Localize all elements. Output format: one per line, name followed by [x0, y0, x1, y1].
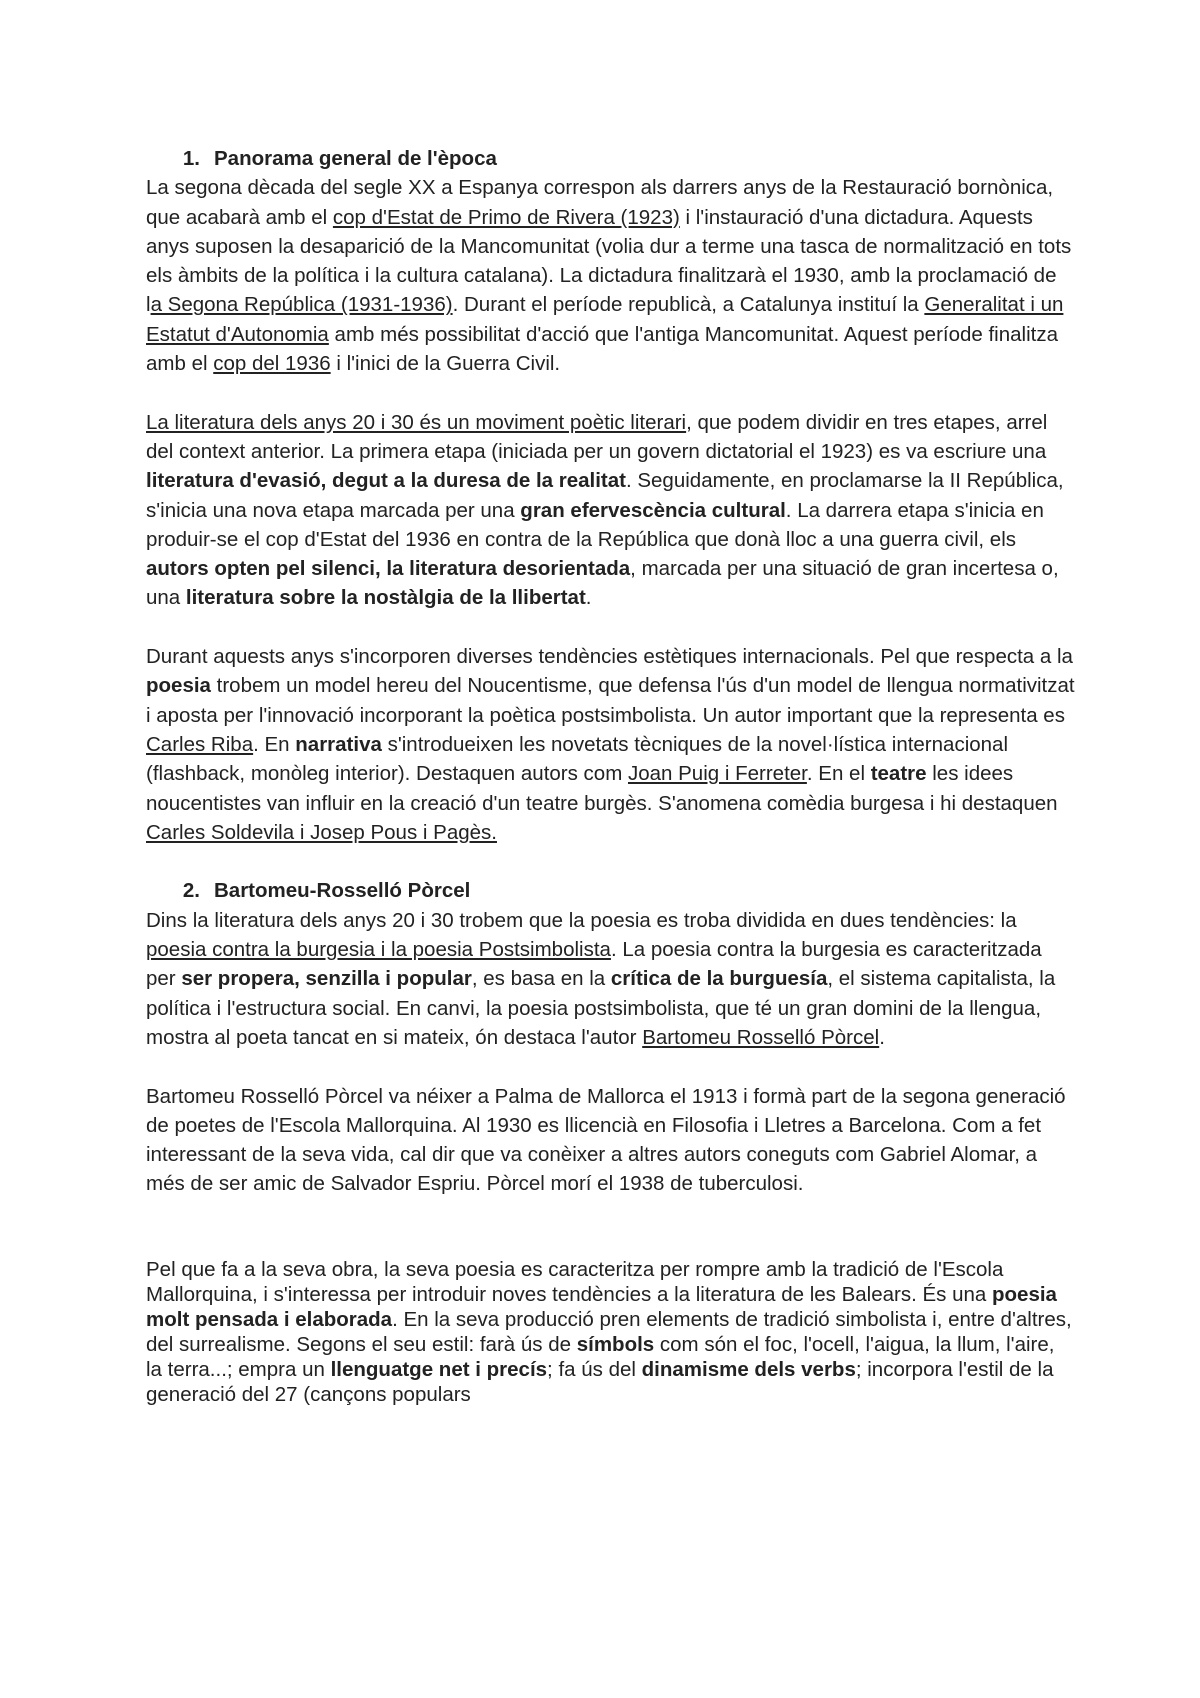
- bold-text: poesia molt pensada i elaborada: [146, 1282, 1057, 1331]
- underlined-text: Bartomeu Rosselló Pòrcel: [642, 1025, 880, 1049]
- text-run: ; incorpora l'estil de la generació del 27 (cançons populars: [146, 1357, 1054, 1406]
- text-run: La segona dècada del segle XX a Espanya correspon als darrers anys de la Restauració bornònica, que acabarà amb el: [146, 176, 1054, 229]
- text-run: les idees noucentistes van influir en la creació d'un teatre burgès. S'anomena comèdia burgesa i hi destaquen: [146, 762, 1058, 815]
- underlined-text: Carles Riba: [146, 732, 254, 756]
- text-run: ; fa ús del: [547, 1357, 642, 1381]
- underlined-text: La literatura dels anys 20 i 30 és un moviment poètic literari: [146, 410, 687, 434]
- section-title: Bartomeu-Rosselló Pòrcel: [214, 879, 471, 903]
- text-run: .: [585, 586, 592, 610]
- text-run: .: [879, 1025, 885, 1049]
- section-heading-1: [146, 144, 1076, 173]
- bold-text: autors opten pel silenci, la literatura desorientada: [146, 557, 631, 581]
- text-run: . En: [253, 732, 296, 756]
- underlined-text: cop del 1936: [213, 352, 331, 376]
- text-run: , que podem dividir en tres etapes, arrel del context anterior. La primera etapa (iniciada per un govern dictatorial el 1923) es va escriure una: [146, 410, 1048, 463]
- section-number: 2.: [182, 879, 200, 903]
- text-run: , el sistema capitalista, la política i l'estructura social. En canvi, la poesia postsimbolista, que té un gran domini de la llengua, mostra al poeta tancat en si mateix, ón destaca l'autor: [146, 967, 1056, 1049]
- paragraph: [146, 642, 1076, 847]
- text-run: i l'instauració d'una dictadura. Aquests anys suposen la desaparició de la Mancomunitat (volia dur a terme una tasca de normalització en tots els àmbits de la política i la cultura catalana). La dictadura finalitzarà el 1930, amb la proclamació de l: [146, 205, 1072, 317]
- text-run: amb més possibilitat d'acció que l'antiga Mancomunitat. Aquest període finalitza amb el: [146, 322, 1058, 376]
- text-run: . Durant el període republicà, a Catalunya instituí la: [452, 293, 925, 317]
- bold-text: crítica de la burguesía: [610, 967, 828, 991]
- paragraph: [146, 1082, 1076, 1199]
- text-run: , es basa en la: [471, 967, 611, 991]
- bold-text: gran efervescència cultural: [520, 498, 786, 522]
- text-run: Pel que fa a la seva obra, la seva poesia es caracteritza per rompre amb la tradició de l'Escola Mallorquina, i s'interessa per introduir noves tendències a la literatura de les Balears. És una: [146, 1257, 1004, 1306]
- text-run: Durant aquests anys s'incorporen diverses tendències estètiques internacionals. Pel que respecta a la: [146, 645, 1073, 669]
- text-run: i l'inici de la Guerra Civil.: [330, 352, 561, 376]
- text-run: . Seguidamente, en proclamarse la II República, s'inicia una nova etapa marcada per una: [146, 469, 1064, 522]
- paragraph: [146, 1257, 1076, 1407]
- bold-text: símbols: [576, 1332, 655, 1356]
- bold-text: narrativa: [295, 732, 382, 756]
- text-run: trobem un model hereu del Noucentisme, que defensa l'ús d'un model de llengua normativitzat i aposta per l'innovació incorporant la poètica postsimbolista. Un autor important que la representa es: [146, 674, 1075, 727]
- underlined-text: poesia contra la burgesia i la poesia Postsimbolista: [146, 938, 611, 962]
- text-run: , marcada per una situació de gran incertesa o, una: [146, 557, 1059, 610]
- section-heading-2: [146, 876, 1076, 905]
- text-run: . En el: [806, 762, 871, 786]
- bold-text: ser propera, senzilla i popular: [181, 967, 472, 991]
- bold-text: dinamisme dels verbs: [641, 1357, 856, 1381]
- document-page: [146, 144, 1076, 1407]
- bold-text: teatre: [870, 762, 927, 786]
- underlined-text: cop d'Estat de Primo de Rivera (1923): [332, 205, 680, 229]
- underlined-text: Joan Puig i Ferreter: [627, 762, 807, 786]
- text-run: s'introdueixen les novetats tècniques de la novel·lística internacional (flashback, monòleg interior). Destaquen autors com: [146, 732, 1009, 786]
- text-run: . La darrera etapa s'inicia en produir-se el cop d'Estat del 1936 en contra de la República que donà lloc a una guerra civil, els: [146, 498, 1044, 551]
- bold-text: poesia: [146, 674, 211, 698]
- section-title: Panorama general de l'època: [214, 147, 497, 170]
- underlined-text: Carles Soldevila i Josep Pous i Pagès.: [146, 820, 497, 844]
- bold-text: llenguatge net i precís: [330, 1357, 548, 1381]
- underlined-text: Generalitat i un Estatut d'Autonomia: [146, 293, 1064, 346]
- text-run: . En la seva producció pren elements de tradició simbolista i, entre d'altres, del surrealisme. Segons el seu estil: farà ús de: [146, 1307, 1072, 1356]
- text-run: . La poesia contra la burgesia es caracteritzada per: [146, 938, 1042, 991]
- paragraph: [146, 906, 1076, 1052]
- section-number: 1.: [182, 147, 200, 170]
- text-run: Bartomeu Rosselló Pòrcel va néixer a Palma de Mallorca el 1913 i formà part de la segona generació de poetes de l'Escola Mallorquina. Al 1930 es llicencià en Filosofia i Lletres a Barcelona. Com a fet interessant de la seva vida, cal dir que va conèixer a altres autors coneguts com Gabriel Alomar, a més de ser amic de Salvador Espriu. Pòrcel morí el 1938 de tuberculosi.: [146, 1084, 1066, 1196]
- bold-text: literatura sobre la nostàlgia de la llibertat: [185, 586, 586, 610]
- paragraph: [146, 408, 1076, 613]
- bold-text: literatura d'evasió, degut a la duresa de la realitat: [146, 469, 626, 493]
- text-run: com són el foc, l'ocell, l'aigua, la llum, l'aire, la terra...; empra un: [146, 1332, 1055, 1381]
- text-run: Dins la literatura dels anys 20 i 30 trobem que la poesia es troba dividida en dues tendències: la: [146, 908, 1017, 932]
- paragraph: [146, 173, 1076, 378]
- underlined-text: a Segona República (1931-1936): [150, 293, 453, 317]
